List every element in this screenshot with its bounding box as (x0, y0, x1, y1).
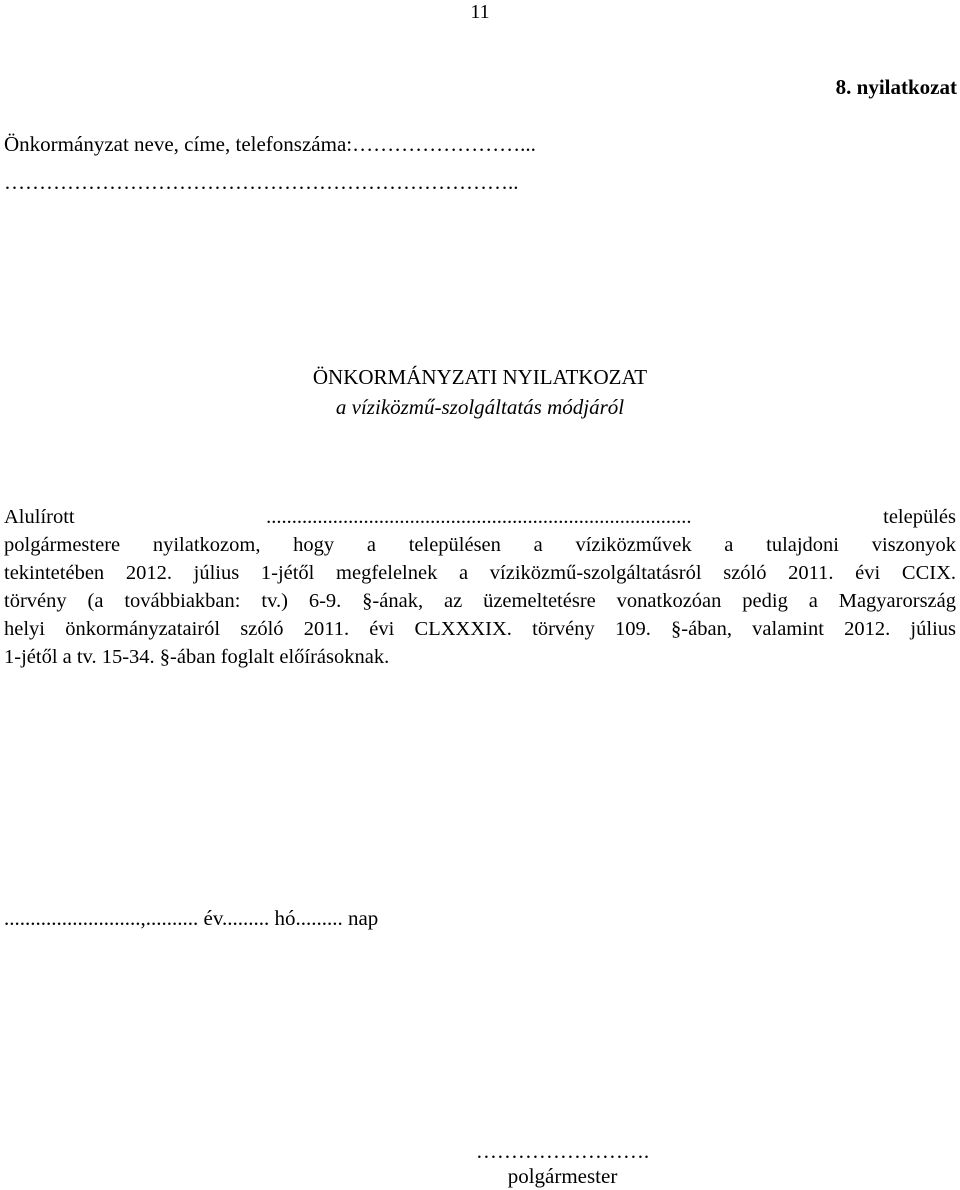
body-line: tekintetében 2012. július 1-jétől megfelelnek a víziközmű-szolgáltatásról szóló 2011. évi CCIX. (4, 562, 956, 584)
page-number: 11 (470, 1, 490, 23)
body-line: törvény (a továbbiakban: tv.) 6-9. §-ának, az üzemeltetésre vonatkozóan pedig a Magyarország (4, 590, 956, 612)
document-title: ÖNKORMÁNYZATI NYILATKOZAT (312, 365, 648, 389)
statement-number: 8. nyilatkozat (835, 75, 957, 99)
body-line: polgármestere nyilatkozom, hogy a településen a víziközművek a tulajdoni viszonyok (4, 534, 956, 556)
body-line: helyi önkormányzatairól szóló 2011. évi CLXXXIX. törvény 109. §-ában, valamint 2012. július (4, 618, 956, 640)
municipality-info-continuation: ……………………………………………………………….. (4, 170, 519, 194)
body-line: 1-jétől a tv. 15-34. §-ában foglalt előírásoknak. (4, 646, 390, 668)
body-line: Alulírott ................................................................................... település (4, 506, 956, 528)
declaration-body (4, 503, 956, 671)
signature-line: ……………………. (475, 1139, 650, 1163)
document-subtitle: a víziközmű-szolgáltatás módjáról (335, 395, 625, 419)
date-line: ..........................,.......... év......... hó......... nap (4, 906, 379, 930)
signature-label: polgármester (507, 1164, 618, 1188)
municipality-info-line: Önkormányzat neve, címe, telefonszáma:……………………... (4, 132, 536, 156)
